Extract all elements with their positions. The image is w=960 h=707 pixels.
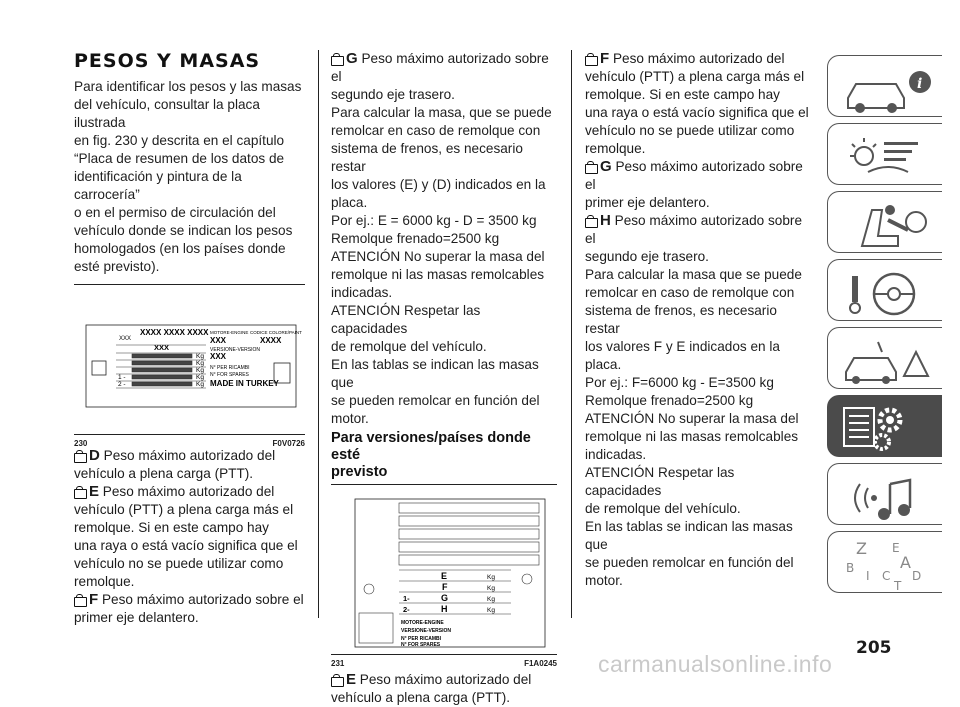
legend-text: Peso máximo autorizado del	[103, 448, 276, 463]
legend-letter: H	[600, 212, 611, 229]
legend-text: Peso máximo autorizado del	[102, 484, 275, 499]
legend-item	[74, 591, 305, 627]
plate-kg-3: Kg	[196, 367, 204, 374]
chapter-sidebar	[827, 55, 942, 599]
tow-calc-text	[585, 266, 811, 590]
lock-icon	[74, 451, 86, 461]
legend-letter: E	[89, 483, 100, 500]
index-letter: Z	[856, 539, 867, 558]
figure-231	[331, 493, 557, 671]
plate-versione-label: VERSIONE-VERSION	[210, 347, 261, 353]
index-letter: T	[894, 579, 902, 593]
plate-codice-label: CODICE COLORE/PAINT	[250, 330, 302, 335]
legend-text: primer eje delantero.	[74, 610, 199, 625]
text-line: Por ej.: E = 6000 kg - D = 3500 kg	[331, 213, 537, 228]
plate-top-code: XXXX XXXX XXXX	[140, 328, 209, 337]
text-line: ATENCIÓN No superar la masa del	[331, 249, 545, 264]
plate2-letter-f: F	[442, 582, 448, 592]
column-2	[331, 50, 557, 707]
steering-wheel-key-icon	[838, 264, 934, 320]
legend-text: Peso máximo autorizado del	[612, 51, 785, 66]
plate-kg-4: Kg	[196, 374, 204, 381]
lock-icon	[74, 595, 86, 605]
text-line: en fig. 230 y descrita en el capítulo	[74, 133, 285, 148]
section-subheading	[331, 430, 557, 481]
watermark: carmanualsonline.info	[598, 651, 833, 677]
legend-text: remolque.	[74, 574, 135, 589]
legend-item	[74, 447, 305, 483]
plate2-versione-label: VERSIONE-VERSION	[401, 628, 452, 634]
text-line: los valores F y E indicados en la placa.	[585, 339, 780, 372]
intro-paragraph	[74, 78, 305, 276]
text-line: remolcar en caso de remolque con	[331, 123, 541, 138]
figure-number: 231	[331, 659, 345, 668]
text-line: del vehículo, consultar la placa ilustrada	[74, 97, 260, 130]
text-line: ATENCIÓN No superar la masa del	[585, 411, 799, 426]
text-line: identificación y pintura de la carrocería”	[74, 169, 242, 202]
index-letter: A	[900, 553, 911, 572]
legend-letter: D	[89, 447, 100, 464]
text-line: vehículo donde se indican los pesos	[74, 223, 293, 238]
index-letter: B	[846, 561, 855, 575]
legend-item	[585, 50, 811, 158]
plate2-letter-h: H	[441, 604, 448, 614]
text-line: o en el permiso de circulación del	[74, 205, 276, 220]
plate2-row-2: 2-	[403, 605, 410, 614]
page-title: PESOS Y MASAS	[74, 50, 261, 72]
text-line: de remolque del vehículo.	[585, 501, 741, 516]
text-line: sistema de frenos, es necesario restar	[331, 141, 523, 174]
figure-230	[74, 295, 305, 447]
index-letter: I	[866, 569, 870, 583]
technical-data-gear-icon	[838, 400, 934, 456]
index-letter: D	[912, 569, 922, 583]
legend-letter: F	[89, 591, 99, 608]
multimedia-icon	[838, 468, 934, 524]
lock-icon	[74, 487, 86, 497]
text-line: remolcar en caso de remolque con	[585, 285, 795, 300]
sidebar-tab-steering-wheel-key[interactable]	[827, 259, 942, 321]
plate-versione-value: XXX	[210, 352, 227, 361]
column-separator	[571, 50, 572, 618]
column-3	[585, 50, 811, 590]
legend-text: Peso máximo autorizado sobre el	[331, 51, 549, 84]
text-line: En las tablas se indican las masas que	[331, 357, 539, 390]
text-line: motor.	[331, 411, 369, 426]
text-line: se pueden remolcar en función del	[585, 555, 794, 570]
column-1	[74, 50, 305, 627]
text-line: indicadas.	[331, 285, 393, 300]
text-line: Para calcular la masa que se puede	[585, 267, 802, 282]
car-info-icon	[838, 60, 934, 116]
legend-text: una raya o está vacío significa que el	[585, 105, 809, 120]
legend-list	[74, 447, 305, 627]
sidebar-tab-car-info[interactable]	[827, 55, 942, 117]
plate-ricambi-label: N° PER RICAMBI	[210, 365, 250, 371]
plate-kg-5: Kg	[196, 381, 204, 388]
text-line: los valores (E) y (D) indicados en la	[331, 177, 546, 192]
text-line: Para identificar los pesos y las masas	[74, 79, 302, 94]
legend-text: vehículo a plena carga (PTT).	[331, 690, 511, 705]
legend-text: vehículo a plena carga (PTT).	[74, 466, 254, 481]
legend-letter: G	[346, 50, 358, 67]
plate2-letter-e: E	[441, 571, 448, 581]
legend-text: remolque.	[585, 141, 646, 156]
lock-icon	[331, 54, 343, 64]
sidebar-tab-airbag-seat[interactable]	[827, 191, 942, 253]
page-number: 205	[856, 638, 892, 658]
identification-plate-diagram-2	[331, 493, 557, 649]
plate-kg-2: Kg	[196, 360, 204, 367]
index-letter: E	[892, 541, 900, 555]
sidebar-tab-dashboard-lights[interactable]	[827, 123, 942, 185]
legend-letter: E	[346, 671, 357, 688]
legend-item	[585, 158, 811, 212]
text-line: remolque ni las masas remolcables	[331, 267, 545, 282]
plate-row-1: 1 -	[118, 374, 126, 381]
legend-item-g	[331, 50, 557, 104]
column-separator	[318, 50, 319, 618]
tow-calc-text	[331, 104, 557, 428]
legend-item	[331, 50, 557, 104]
legend-item	[74, 483, 305, 591]
text-line: “Placa de resumen de los datos de	[74, 151, 285, 166]
text-line: Remolque frenado=2500 kg	[331, 231, 500, 246]
text-line: placa.	[331, 195, 368, 210]
text-line: ATENCIÓN Respetar las capacidades	[331, 303, 481, 336]
legend-text: remolque. Si en este campo hay	[74, 520, 269, 535]
legend-text: vehículo no se puede utilizar como	[585, 123, 795, 138]
legend-text: Peso máximo autorizado sobre el	[585, 213, 803, 246]
plate2-ricambi-label: N° PER RICAMBI	[401, 636, 442, 642]
plate2-kg-3: Kg	[487, 596, 495, 603]
text-line: remolque ni las masas remolcables	[585, 429, 799, 444]
airbag-seat-icon	[838, 196, 934, 252]
lock-icon	[585, 54, 597, 64]
dashboard-lights-icon	[838, 128, 934, 184]
divider	[74, 284, 305, 285]
plate2-kg-1: Kg	[487, 574, 495, 581]
text-line: previsto	[331, 464, 388, 480]
sidebar-tab-car-breakdown[interactable]	[827, 327, 942, 389]
plate2-row-1: 1-	[403, 594, 410, 603]
text-line: Para versiones/países donde esté	[331, 430, 531, 463]
text-line: Remolque frenado=2500 kg	[585, 393, 754, 408]
identification-plate-diagram	[74, 295, 305, 429]
index-letter: C	[882, 569, 891, 583]
lock-icon	[331, 675, 343, 685]
text-line: ATENCIÓN Respetar las capacidades	[585, 465, 735, 498]
legend-text: segundo eje trasero.	[585, 249, 709, 264]
legend-item	[331, 671, 557, 707]
text-line: motor.	[585, 573, 623, 588]
plate2-spares-label: N° FOR SPARES	[401, 642, 441, 648]
legend-letter: F	[600, 50, 610, 67]
legend-text: vehículo (PTT) a plena carga más el	[74, 502, 294, 517]
figure-number: 230	[74, 439, 88, 448]
text-line: Por ej.: F=6000 kg - E=3500 kg	[585, 375, 774, 390]
plate2-letter-g: G	[441, 593, 449, 603]
text-line: homologados (en los países donde	[74, 241, 286, 256]
plate2-kg-2: Kg	[487, 585, 495, 592]
alphabetical-index-icon	[838, 536, 934, 592]
figure-code: F1A0245	[524, 659, 557, 668]
lock-icon	[585, 162, 597, 172]
legend-text: segundo eje trasero.	[331, 87, 455, 102]
plate-left-code: XXX	[119, 336, 132, 342]
legend-letter: G	[600, 158, 612, 175]
plate-motore-label: MOTORE-ENGINE	[210, 330, 249, 335]
figure-caption	[74, 435, 305, 448]
divider	[331, 484, 557, 485]
plate-mid-code: XXX	[154, 343, 170, 352]
text-line: esté previsto).	[74, 259, 160, 274]
car-breakdown-icon	[838, 332, 934, 388]
sidebar-tab-alphabetical-index[interactable]	[827, 531, 942, 593]
plate-kg-1: Kg	[196, 353, 204, 360]
text-line: de remolque del vehículo.	[331, 339, 487, 354]
plate-spares-label: N° FOR SPARES	[210, 372, 249, 378]
legend-text: Peso máximo autorizado del	[359, 672, 532, 687]
plate-row-2: 2 -	[118, 381, 126, 388]
text-line: se pueden remolcar en función del	[331, 393, 540, 408]
legend-text: vehículo no se puede utilizar como	[74, 556, 284, 571]
legend-text: Peso máximo autorizado sobre el	[585, 159, 803, 192]
plate2-kg-4: Kg	[487, 607, 495, 614]
legend-text: remolque. Si en este campo hay	[585, 87, 780, 102]
legend-list	[585, 50, 811, 266]
figure-code: F0V0726	[272, 439, 305, 448]
text-line: En las tablas se indican las masas que	[585, 519, 793, 552]
plate-motore-value: XXX	[210, 336, 227, 345]
plate-made-in: MADE IN TURKEY	[210, 379, 279, 388]
sidebar-tab-multimedia[interactable]	[827, 463, 942, 525]
legend-item	[585, 212, 811, 266]
legend-item-e	[331, 671, 557, 707]
legend-text: una raya o está vacío significa que el	[74, 538, 298, 553]
legend-text: Peso máximo autorizado sobre el	[101, 592, 304, 607]
plate2-motore-label: MOTORE-ENGINE	[401, 620, 444, 626]
lock-icon	[585, 216, 597, 226]
svg-text:i: i	[917, 76, 923, 92]
legend-text: vehículo (PTT) a plena carga más el	[585, 69, 805, 84]
text-line: Para calcular la masa, que se puede	[331, 105, 552, 120]
text-line: indicadas.	[585, 447, 647, 462]
text-line: sistema de frenos, es necesario restar	[585, 303, 777, 336]
plate-paint-value: XXXX	[260, 336, 282, 345]
legend-text: primer eje delantero.	[585, 195, 710, 210]
figure-caption	[331, 655, 557, 668]
sidebar-tab-technical-data-gear[interactable]	[827, 395, 942, 457]
